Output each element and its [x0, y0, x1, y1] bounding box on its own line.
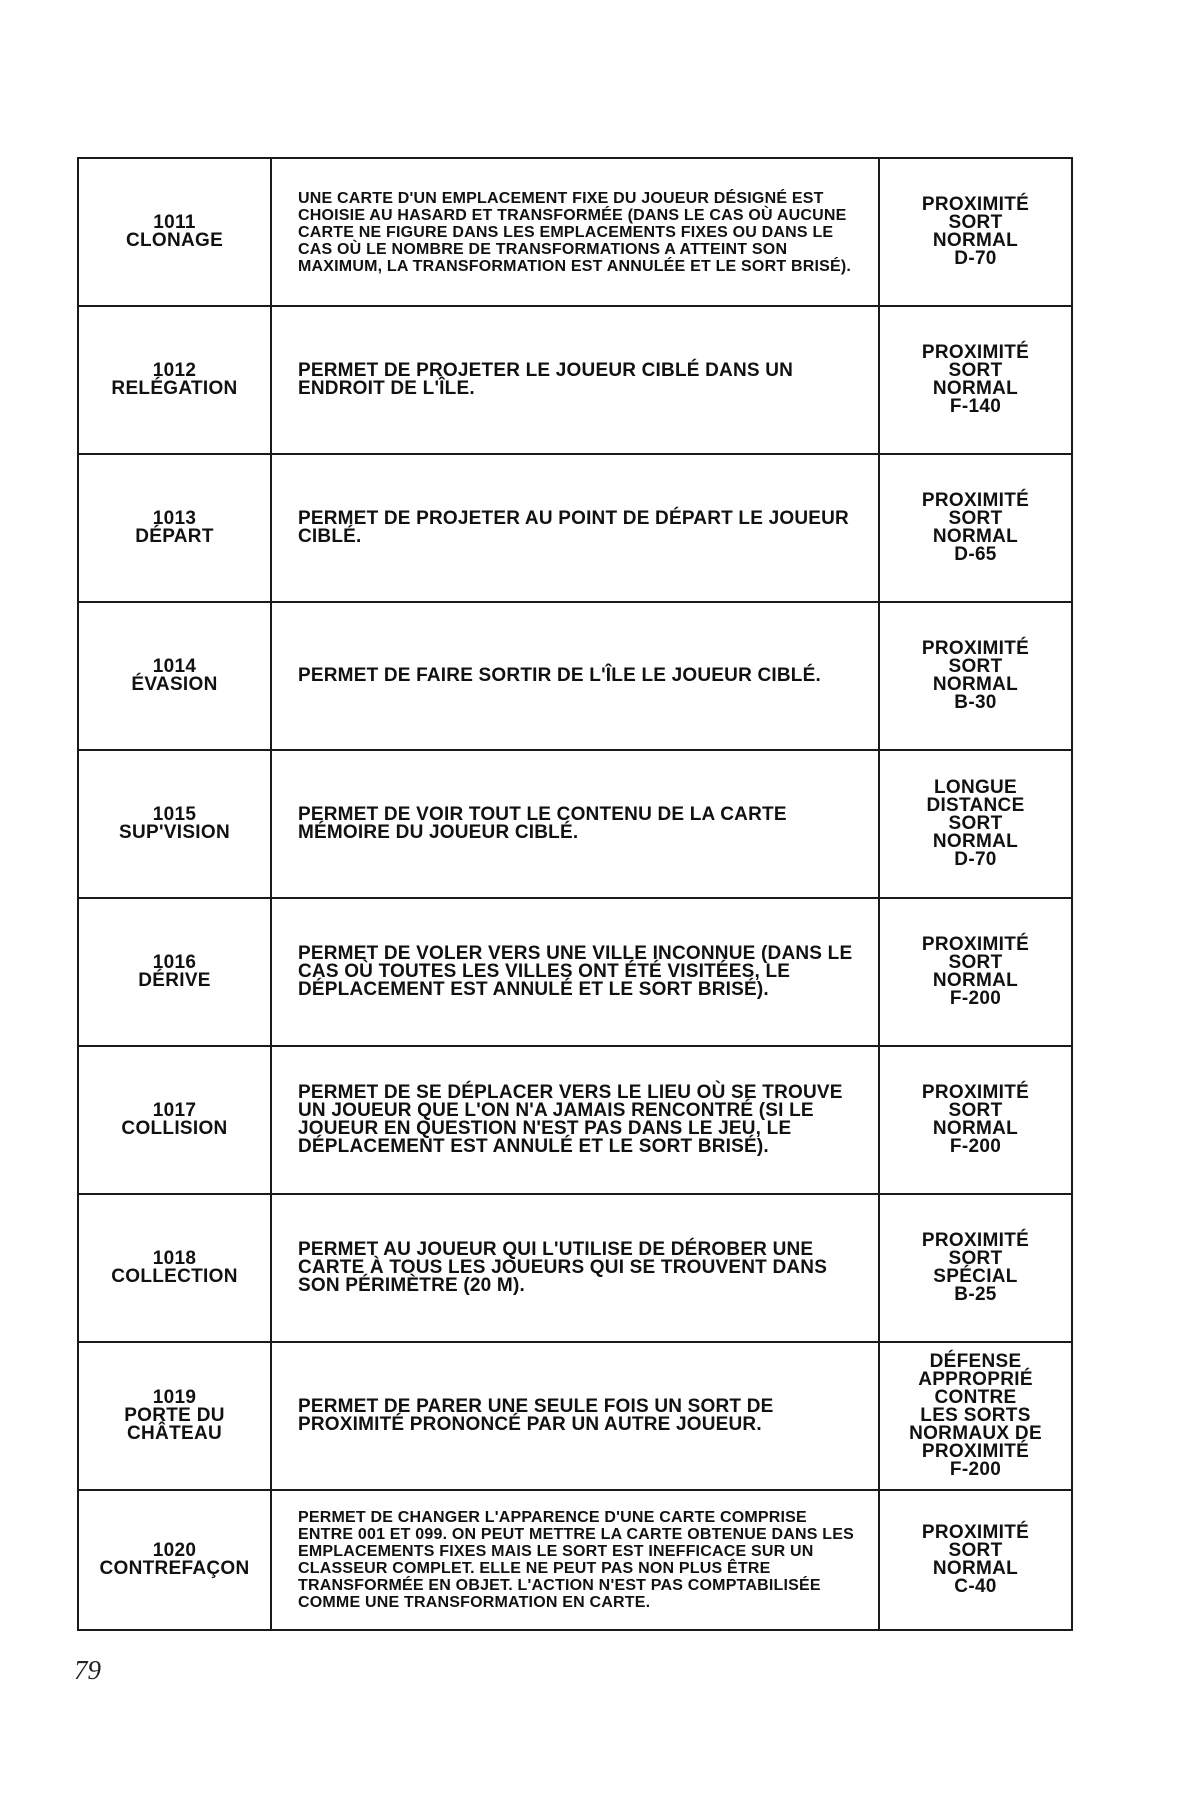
card-type-line: SPÉCIAL: [933, 1266, 1018, 1287]
card-description: PERMET AU JOUEUR QUI L'UTILISE DE DÉROBER UNE CARTE À TOUS LES JOUEURS QUI SE TROUVENT DANS SON PÉRIMÈTRE (20 M).: [271, 1194, 879, 1342]
card-number: 1019: [152, 1387, 197, 1408]
card-name-cell: [78, 1046, 271, 1194]
card-number: 1016: [152, 952, 197, 973]
card-name: PORTE DU CHÂTEAU: [124, 1405, 225, 1444]
card-type-line: NORMAUX DE: [909, 1423, 1042, 1444]
card-description: PERMET DE PARER UNE SEULE FOIS UN SORT DE PROXIMITÉ PRONONCÉ PAR UN AUTRE JOUEUR.: [271, 1342, 879, 1490]
card-type-cell: [879, 454, 1072, 602]
card-description: PERMET DE VOIR TOUT LE CONTENU DE LA CARTE MÉMOIRE DU JOUEUR CIBLÉ.: [271, 750, 879, 898]
card-type-line: LES SORTS: [920, 1405, 1031, 1426]
table-row: [78, 898, 1072, 1046]
card-description: PERMET DE PROJETER LE JOUEUR CIBLÉ DANS UN ENDROIT DE L'ÎLE.: [271, 306, 879, 454]
card-type-line: DÉFENSE: [929, 1351, 1022, 1372]
card-name-cell: [78, 602, 271, 750]
card-type-line: F-140: [949, 396, 1002, 417]
card-name: SUP'VISION: [119, 822, 230, 843]
card-type-line: SORT: [948, 1540, 1003, 1561]
card-description: PERMET DE FAIRE SORTIR DE L'ÎLE LE JOUEUR CIBLÉ.: [271, 602, 879, 750]
card-number: 1014: [152, 656, 197, 677]
card-type-line: PROXIMITÉ: [921, 1441, 1030, 1462]
card-type-line: F-200: [949, 988, 1002, 1009]
card-type-line: PROXIMITÉ: [921, 342, 1030, 363]
card-type-cell: [879, 750, 1072, 898]
card-name-cell: [78, 898, 271, 1046]
card-type-cell: [879, 602, 1072, 750]
card-type-line: PROXIMITÉ: [921, 1082, 1030, 1103]
card-type-line: CONTRE: [934, 1387, 1017, 1408]
card-type-line: SORT: [948, 813, 1003, 834]
card-type-line: SORT: [948, 212, 1003, 233]
table-row: [78, 1342, 1072, 1490]
card-name: CLONAGE: [125, 230, 224, 251]
card-type-line: LONGUE: [933, 777, 1018, 798]
table-row: [78, 158, 1072, 306]
card-type-cell: [879, 1490, 1072, 1630]
card-type-cell: [879, 1046, 1072, 1194]
card-type-line: SORT: [948, 360, 1003, 381]
card-name: ÉVASION: [131, 674, 218, 695]
card-type-line: PROXIMITÉ: [921, 1230, 1030, 1251]
card-type-line: APPROPRIÉ: [918, 1369, 1033, 1390]
card-type-line: PROXIMITÉ: [921, 638, 1030, 659]
card-number: 1013: [152, 508, 197, 529]
page-number: 79: [74, 1655, 101, 1685]
card-description: UNE CARTE D'UN EMPLACEMENT FIXE DU JOUEUR DÉSIGNÉ EST CHOISIE AU HASARD ET TRANSFORMÉE (DANS LE CAS OÙ AUCUNE CARTE NE FIGURE DANS LES EMPLACEMENTS FIXES OU DANS LE CAS OÙ LE NOMBRE DE TRANSFORMATIONS A ATTEINT SON MAXIMUM, LA TRANSFORMATION EST ANNULÉE ET LE SORT BRISÉ).: [271, 158, 879, 306]
card-type-line: NORMAL: [932, 831, 1019, 852]
card-type-line: C-40: [954, 1576, 997, 1597]
card-name: CONTREFAÇON: [99, 1558, 250, 1579]
card-name: DÉRIVE: [138, 970, 211, 991]
card-name-cell: [78, 1342, 271, 1490]
card-name: COLLECTION: [111, 1266, 238, 1287]
card-type-line: NORMAL: [932, 674, 1019, 695]
card-type-cell: [879, 158, 1072, 306]
card-name-cell: [78, 1490, 271, 1630]
card-description: PERMET DE CHANGER L'APPARENCE D'UNE CARTE COMPRISE ENTRE 001 ET 099. ON PEUT METTRE LA CARTE OBTENUE DANS LES EMPLACEMENTS FIXES MAIS LE SORT EST INEFFICACE SUR UN CLASSEUR COMPLET. ELLE NE PEUT PAS NON PLUS ÊTRE TRANSFORMÉE EN OBJET. L'ACTION N'EST PAS COMPTABILISÉE COMME UNE TRANSFORMATION EN CARTE.: [271, 1490, 879, 1630]
card-type-line: NORMAL: [932, 1558, 1019, 1579]
table-row: [78, 454, 1072, 602]
card-type-line: SORT: [948, 1100, 1003, 1121]
card-type-cell: [879, 1342, 1072, 1490]
card-type-cell: [879, 1194, 1072, 1342]
card-type-line: SORT: [948, 1248, 1003, 1269]
card-type-line: SORT: [948, 952, 1003, 973]
card-type-line: NORMAL: [932, 230, 1019, 251]
card-type-line: SORT: [948, 656, 1003, 677]
card-type-line: PROXIMITÉ: [921, 490, 1030, 511]
card-type-line: NORMAL: [932, 526, 1019, 547]
card-name-cell: [78, 158, 271, 306]
card-type-line: DISTANCE: [926, 795, 1025, 816]
card-number: 1018: [152, 1248, 197, 1269]
card-type-line: B-25: [954, 1284, 997, 1305]
card-type-line: F-200: [949, 1459, 1002, 1480]
card-type-line: D-65: [954, 544, 997, 565]
card-type-line: SORT: [948, 508, 1003, 529]
table-row: [78, 1194, 1072, 1342]
card-type-line: PROXIMITÉ: [921, 934, 1030, 955]
card-name: RELÉGATION: [111, 378, 238, 399]
card-type-line: PROXIMITÉ: [921, 1522, 1030, 1543]
card-number: 1017: [152, 1100, 197, 1121]
card-type-line: F-200: [949, 1136, 1002, 1157]
card-type-cell: [879, 898, 1072, 1046]
card-number: 1011: [153, 212, 196, 233]
card-number: 1020: [152, 1540, 197, 1561]
card-type-line: PROXIMITÉ: [921, 194, 1030, 215]
card-description: PERMET DE VOLER VERS UNE VILLE INCONNUE (DANS LE CAS OÙ TOUTES LES VILLES ONT ÉTÉ VISITÉES, LE DÉPLACEMENT EST ANNULÉ ET LE SORT BRISÉ).: [271, 898, 879, 1046]
card-type-line: NORMAL: [932, 970, 1019, 991]
spell-card-table: [77, 157, 1073, 1631]
table-row: [78, 306, 1072, 454]
table-row: [78, 602, 1072, 750]
card-type-line: NORMAL: [932, 378, 1019, 399]
card-type-cell: [879, 306, 1072, 454]
card-type-line: D-70: [954, 248, 997, 269]
card-number: 1015: [152, 804, 197, 825]
card-type-line: B-30: [954, 692, 997, 713]
card-description: PERMET DE SE DÉPLACER VERS LE LIEU OÙ SE TROUVE UN JOUEUR QUE L'ON N'A JAMAIS RENCONTRÉ (SI LE JOUEUR EN QUESTION N'EST PAS DANS LE JEU, LE DÉPLACEMENT EST ANNULÉ ET LE SORT BRISÉ).: [271, 1046, 879, 1194]
card-name: COLLISION: [121, 1118, 228, 1139]
table-row: [78, 1046, 1072, 1194]
card-type-line: NORMAL: [932, 1118, 1019, 1139]
card-number: 1012: [152, 360, 197, 381]
card-name-cell: [78, 306, 271, 454]
card-name: DÉPART: [135, 526, 214, 547]
card-name-cell: [78, 454, 271, 602]
card-name-cell: [78, 1194, 271, 1342]
card-description: PERMET DE PROJETER AU POINT DE DÉPART LE JOUEUR CIBLÉ.: [271, 454, 879, 602]
table-row: [78, 1490, 1072, 1630]
card-name-cell: [78, 750, 271, 898]
table-row: [78, 750, 1072, 898]
card-type-line: D-70: [954, 849, 997, 870]
